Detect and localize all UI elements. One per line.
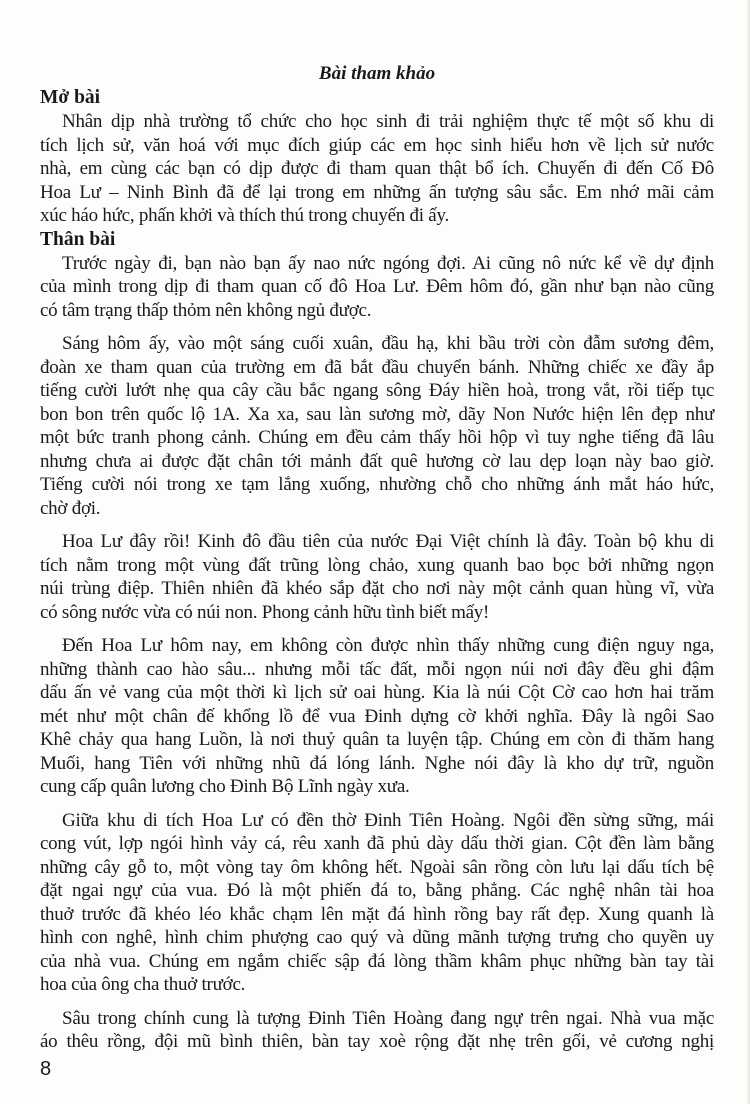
text-line: những cây gỗ to, một vòng tay ôm không hết. Ngoài sân rồng còn lưu lại dấu tích bệ (40, 856, 714, 878)
paragraph (40, 809, 714, 997)
text-line: có tâm trạng thấp thỏm nên không ngủ được. (40, 299, 372, 321)
page-number: 8 (40, 1058, 52, 1080)
paragraph (40, 332, 714, 520)
text-line: xúc háo hức, phấn khởi và thích thú trong chuyến đi ấy. (40, 205, 450, 226)
document-title: Bài tham khảo (318, 63, 436, 84)
page-edge-shadow (746, 0, 750, 1104)
text-line: thuở trước đã khéo léo khắc chạm lên mặt đá hình rồng bay rất đẹp. Xung quanh là (40, 903, 714, 925)
text-line: Đến Hoa Lư hôm nay, em không còn được nhìn thấy những cung điện nguy nga, (62, 635, 714, 656)
text-line: tiếng cười lướt nhẹ qua cây cầu bắc ngang sông Đáy hiền hoà, trong vắt, rồi tiếp tục (40, 380, 714, 401)
text-line: núi trùng điệp. Thiên nhiên đã khéo sắp đặt cho nơi này một cảnh quan hùng vĩ, vừa (40, 578, 714, 599)
paragraph (40, 1007, 714, 1054)
text-line: Sâu trong chính cung là tượng Đinh Tiên Hoàng đang ngự trên ngai. Nhà vua mặc (62, 1007, 714, 1029)
text-line: tích nằm trong một vùng đất trũng lòng chảo, xung quanh bao bọc bởi những ngọn (40, 554, 714, 576)
document-page (40, 62, 714, 1054)
text-line: nhà, em cùng các bạn có dịp được đi tham quan thật bổ ích. Chuyến đi đến Cố Đô (40, 158, 714, 179)
text-line: Khê chảy qua hang Luồn, là nơi thuỷ quân ta luyện tập. Chúng em còn đi thăm hang (40, 729, 714, 750)
text-line: Nhân dịp nhà trường tổ chức cho học sinh đi trải nghiệm thực tế một số khu di (62, 111, 714, 132)
text-line: hoa của ông cha thuở trước. (40, 974, 246, 995)
text-line: đoàn xe tham quan của trường em đã bắt đầu chuyển bánh. Những chiếc xe đầy ắp (40, 356, 714, 378)
text-line: Tiếng cười nói trong xe tạm lắng xuống, nhường chỗ cho những ánh mắt háo hức, (40, 474, 714, 495)
text-line: hình con nghê, hình chim phượng cao quý và dũng mãnh tượng trưng cho quyền uy (40, 927, 714, 948)
text-line: chờ đợi. (40, 497, 101, 519)
text-line: một bức tranh phong cảnh. Chúng em đều cảm thấy hồi hộp vì tuy nghe tiếng đã lâu (40, 427, 714, 448)
paragraph (40, 110, 714, 228)
section-heading: Thân bài (40, 228, 116, 250)
paragraph (40, 252, 714, 323)
text-line: nhưng chưa ai được đặt chân tới mảnh đất quê hương cờ lau dẹp loạn này bao giờ. (40, 450, 714, 472)
text-line: Giữa khu di tích Hoa Lư có đền thờ Đinh Tiên Hoàng. Ngôi đền sừng sững, mái (62, 809, 714, 831)
text-line: cung cấp quân lương cho Đinh Bộ Lĩnh ngày xưa. (40, 776, 410, 797)
text-line: Hoa Lư đây rồi! Kinh đô đầu tiên của nước Đại Việt chính là đây. Toàn bộ khu di (62, 531, 714, 552)
text-line: Trước ngày đi, bạn nào bạn ấy nao nức ngóng đợi. Ai cũng nô nức kể về dự định (62, 252, 714, 274)
text-line: cong vút, lợp ngói hình vảy cá, rêu xanh đã phủ dày dấu thời gian. Cột đền làm bằng (40, 833, 714, 854)
text-line: Sáng hôm ấy, vào một sáng cuối xuân, đầu hạ, khi bầu trời còn đẫm sương đêm, (62, 333, 714, 354)
text-line: của mình trong dịp đi tham quan cố đô Hoa Lư. Đêm hôm đó, gần như bạn nào cũng (40, 276, 714, 297)
paragraph (40, 634, 714, 799)
text-line: Muối, hang Tiên với những nhũ đá lóng lánh. Nghe nói đây là kho dự trữ, nguồn (40, 752, 714, 774)
section-heading: Mở bài (40, 87, 101, 108)
text-line: bon bon trên quốc lộ 1A. Xa xa, sau làn sương mờ, dãy Non Nước hiện lên đẹp như (40, 403, 714, 425)
text-line: Hoa Lư – Ninh Bình đã để lại trong em những ấn tượng sâu sắc. Em nhớ mãi cảm (40, 181, 714, 203)
text-line: tích lịch sử, văn hoá với mục đích giúp các em học sinh hiểu hơn về lịch sử nước (40, 134, 714, 156)
text-line: của nhà vua. Chúng em ngắm chiếc sập đá lòng thầm khâm phục những bàn tay tài (40, 950, 714, 972)
text-line: dấu ấn vẻ vang của một thời kì lịch sử oai hùng. Kia là núi Cột Cờ cao hơn hai trăm (40, 682, 714, 703)
text-line: đặt ngai ngự của vua. Đó là một phiến đá to, bằng phẳng. Các nghệ nhân tài hoa (40, 880, 714, 901)
text-line: những thành cao hào sâu... nhưng mỗi tấc đất, mỗi ngọn núi nơi đây đều ghi đậm (40, 658, 714, 680)
text-line: áo thêu rồng, đội mũ bình thiên, bàn tay xoè rộng đặt nhẹ trên gối, vẻ cương nghị (40, 1031, 714, 1052)
text-line: mét như một chân đế khổng lồ để vua Đinh dựng cờ khởi nghĩa. Đây là ngôi Sao (40, 705, 714, 727)
text-line: có sông nước vừa có núi non. Phong cảnh hữu tình biết mấy! (40, 601, 490, 623)
paragraph (40, 530, 714, 624)
